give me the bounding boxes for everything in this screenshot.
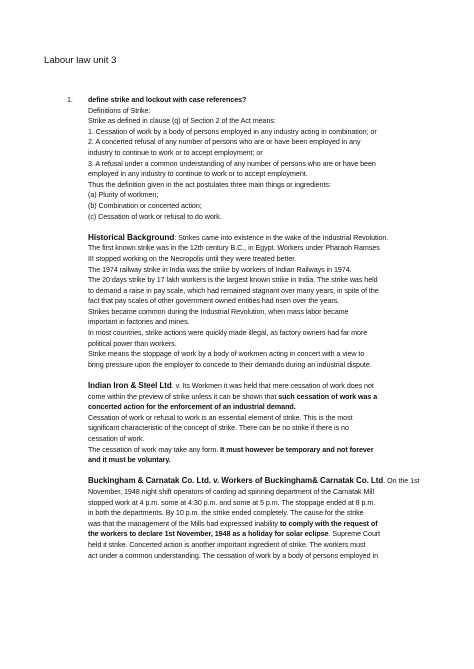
text-line xyxy=(88,296,418,307)
historical-background-heading: Historical Background xyxy=(88,232,175,242)
text-line xyxy=(88,307,418,318)
text-line xyxy=(88,159,418,170)
paragraph-text: political power than workers. xyxy=(88,339,177,348)
paragraph-text: employed in any industry to continue to work or to accept employment. xyxy=(88,170,308,179)
paragraph-text: fact that pay scales of other government owned entities had risen over the years. xyxy=(88,297,340,306)
document-body xyxy=(67,95,420,561)
emphasis-text: such cessation of work was a xyxy=(278,392,378,401)
emphasis-text: the workers to declare 1st November, 1948 as a holiday for solar eclipse xyxy=(88,530,329,539)
emphasis-text: concerted action for the enforcement of an industrial demand. xyxy=(88,403,296,412)
text-line xyxy=(88,286,418,297)
paragraph-text: . Supreme Court xyxy=(328,530,381,539)
text-line xyxy=(88,423,418,434)
paragraph-text: held it strike. Concerted action is another important ingredient of strike. The workers must xyxy=(88,540,366,549)
paragraph-text: November, 1948 night shift operators of carding ad spinning department of the Carnatak Mill xyxy=(88,487,375,496)
emphasis-text: It must however be temporary and not forever xyxy=(220,445,374,454)
paragraph-text: industry to continue to work or to accept employment; or xyxy=(88,148,263,157)
text-line xyxy=(88,212,418,223)
paragraph-text: 2. A concerted refusal of any number of persons who are or have been employed in any xyxy=(88,138,361,147)
paragraph-text: was that the management of the Mills had expressed inability xyxy=(88,519,280,528)
text-line xyxy=(88,360,418,371)
paragraph-text: (c) Cessation of work or refusal to do work. xyxy=(88,212,222,221)
question-number: 1. xyxy=(67,96,73,104)
paragraph-text: In most countries, strike actions were quickly made illegal, as factory owners had far more xyxy=(88,329,368,338)
text-line xyxy=(88,445,418,456)
paragraph-text: Thus the definition given in the act postulates three main things or ingredients: xyxy=(88,180,331,189)
text-line xyxy=(88,328,418,339)
text-line xyxy=(88,243,418,254)
definition-section xyxy=(88,106,418,223)
paragraph-text: to demand a raise in pay scale, which had remained stagnant over many years, in spite of the xyxy=(88,286,379,295)
case-iron-steel-section xyxy=(88,381,418,466)
text-line xyxy=(88,275,418,286)
text-line xyxy=(88,137,418,148)
text-line xyxy=(88,487,418,498)
paragraph-text: The 20 days strike by 17 lakh workers is the largest known strike in India. The strike was held xyxy=(88,276,378,285)
text-line xyxy=(88,127,418,138)
question-heading xyxy=(67,95,418,106)
text-line xyxy=(88,540,418,551)
case-name: Buckingham & Carnatak Co. Ltd. v. Workers of Buckingham& Carnatak Co. Ltd xyxy=(88,476,384,486)
case-buckingham-section xyxy=(88,476,418,561)
question-title: define strike and lockout with case references? xyxy=(88,96,247,104)
emphasis-text: to comply with the request of xyxy=(279,519,378,528)
paragraph-text: (b) Combination or concerted action; xyxy=(88,201,202,210)
paragraph-text: cessation of work. xyxy=(88,435,145,443)
paragraph-text: Strike means the stoppage of work by a body of workmen acting in concert with a view to xyxy=(88,350,365,359)
paragraph-text: 3. A refusal under a common understanding of any number of persons who are or have been xyxy=(88,159,376,168)
paragraph-text: Definitions of Strike: xyxy=(88,106,151,115)
emphasis-text: and it must be voluntary. xyxy=(88,456,171,465)
text-line xyxy=(88,169,418,180)
text-line xyxy=(88,349,418,360)
paragraph-text: important in factories and mines. xyxy=(88,318,190,327)
paragraph-text: : Strikes came into existence in the wake of the Industrial Revolution. xyxy=(174,233,389,242)
paragraph-text: Cessation of work or refusal to work is an essential element of strike. This is the most xyxy=(88,413,353,422)
paragraph-text: in both the departments. By 10 p.m. the strike ended completely. The cause for the strike xyxy=(88,509,364,518)
text-line xyxy=(88,106,418,117)
paragraph-text: The 1974 railway strike in India was the strike by workers of Indian Railways in 1974. xyxy=(88,265,352,274)
paragraph-text: 1. Cessation of work by a body of persons employed in any industry acting in combination; or xyxy=(88,127,377,136)
paragraph-text: The cessation of work may take any form. xyxy=(88,445,221,454)
text-line xyxy=(88,508,418,519)
text-line xyxy=(88,413,418,424)
paragraph-text: bring pressure upon the employer to concede to their demands during an industrial dispute. xyxy=(88,360,372,369)
text-line xyxy=(88,498,418,509)
text-line xyxy=(88,339,418,350)
paragraph-text: stopped work at 4 p.m. some at 4:30 p.m. and some at 5 p.m. The stoppage ended at 8 p.m. xyxy=(88,498,376,507)
text-line xyxy=(88,201,418,212)
paragraph-text: come within the preview of strike unless it can be shown that xyxy=(88,392,279,401)
case-name: Indian Iron & Steel Ltd xyxy=(88,381,172,391)
paragraph-text: Strikes became common during the Industrial Revolution, when mass labor became xyxy=(88,307,349,316)
paragraph-text: act under a common understanding. The cessation of work by a body of persons employed in xyxy=(88,551,378,560)
text-line xyxy=(88,116,418,127)
page-title: Labour law unit 3 xyxy=(44,55,117,66)
paragraph-text: . v. Its Workmen it was held that mere cessation of work does not xyxy=(171,382,374,391)
paragraph-text: The first known strike was in the 12th century B.C., in Egypt. Workers under Pharaoh Ramses xyxy=(88,244,380,253)
text-line xyxy=(88,317,418,328)
text-line xyxy=(88,434,418,445)
text-line xyxy=(88,190,418,201)
paragraph-text: (a) Plurity of workmen; xyxy=(88,191,159,200)
text-line xyxy=(88,551,418,562)
text-line xyxy=(88,148,418,159)
paragraph-text: III stopped working on the Necropolis until they were treated better. xyxy=(88,254,297,263)
text-line xyxy=(88,254,418,265)
historical-background-section xyxy=(88,233,418,371)
text-line xyxy=(88,265,418,276)
paragraph-text: significant characteristic of the concept of strike. There can be no strike if there is no xyxy=(88,424,349,433)
paragraph-text: . On the 1st xyxy=(383,477,420,486)
paragraph-text: Strike as defined in clause (q) of Section 2 of the Act means: xyxy=(88,117,276,126)
text-line xyxy=(88,180,418,191)
